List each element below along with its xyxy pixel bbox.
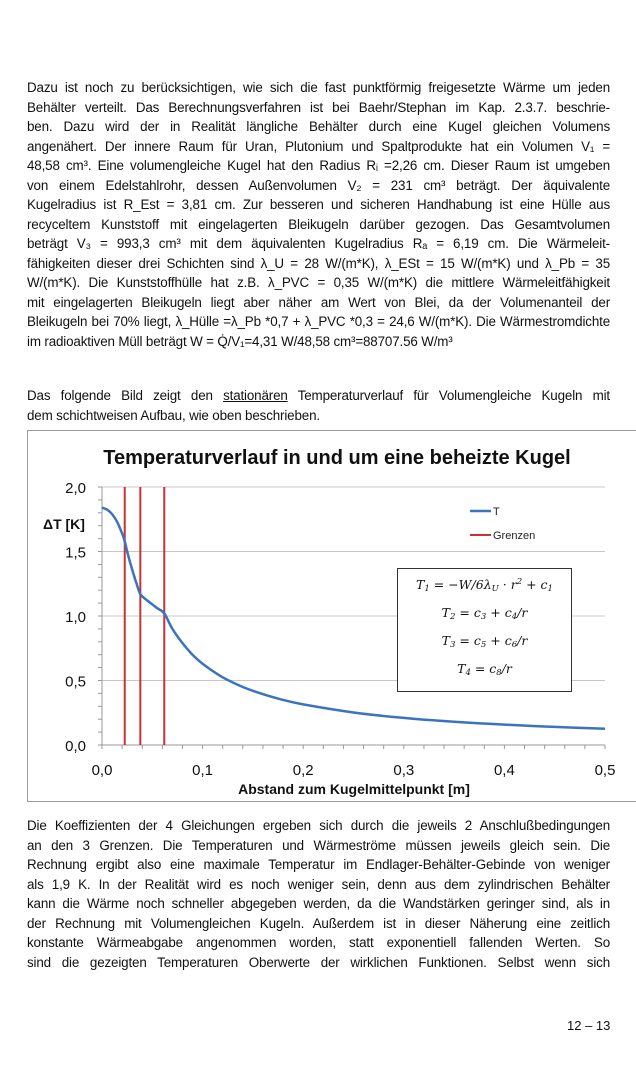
- x-tick-label: 0,0: [91, 762, 113, 779]
- x-tick-label: 0,5: [594, 762, 616, 779]
- text-line: 48,58 cm³. Eine volumengleiche Kugel hat den Radius Rᵢ =2,26 cm. Dieser Raum ist umgeben: [27, 158, 610, 173]
- text-line: Behälter verteilt. Das Berechnungsverfahren ist bei Baehr/Stephan im Kap. 2.3.7. beschrie-: [27, 99, 610, 115]
- x-tick-label: 0,4: [493, 762, 515, 779]
- text-line: im radioaktiven Müll beträgt W = Q̇/V₁=4,31 W/48,58 cm³=88707.56 W/m³: [27, 333, 453, 349]
- text-line: Rechnung ergibt also eine maximale Temperatur im Endlager-Behälter-Gebinde von weniger: [27, 857, 610, 872]
- y-tick-label: 1,5: [65, 544, 86, 562]
- text-line: der Rechnung mit Volumengleichen Kugeln. Außerdem ist in dieser Näherung eine zeitlich: [27, 915, 610, 931]
- y-tick-label: 0,5: [65, 673, 86, 691]
- equation-t2: $T_2 = c_3 + c_4/r$: [441, 605, 528, 622]
- text-line: kann die Wärme noch schneller abgegeben werden, da die Wandstärken geringer sind, als in: [27, 896, 610, 911]
- y-tick-label: 2,0: [65, 480, 86, 497]
- text-line: fähigkeiten dieser drei Schichten sind λ_U = 28 W/(m*K), λ_ESt = 15 W/(m*K) und λ_Pb = 35: [27, 255, 610, 271]
- x-axis-label: Abstand zum Kugelmittelpunkt [m]: [238, 781, 470, 797]
- text-line: von einem Edelstahlrohr, dessen Außenvolumen V₂ = 231 cm³ beträgt. Der äquivalente: [27, 177, 610, 193]
- text-line: als 1,9 K. In der Realität wird es noch weniger sein, denn aus dem zylindrischen Behälter: [27, 876, 610, 892]
- legend: [470, 506, 535, 542]
- paragraph-conclusion: [27, 816, 610, 972]
- equations-box: [397, 568, 572, 692]
- text-line: recyceltem Kunststoff mit eingelagerten Bleikugeln darüber gezogen. Das Gesamtvolumen: [27, 216, 610, 232]
- text-line: Kugelradius ist R_Est = 3,81 cm. Zur besseren und sicheren Handhabung ist eine Hülle aus: [27, 197, 610, 212]
- text-line: ben. Dazu wird der in Realität längliche Behälter durch eine Kugel gleichen Volumens: [27, 119, 610, 134]
- y-axis-label: ΔT [K]: [43, 516, 85, 532]
- chart-title: Temperaturverlauf in und um eine beheizte Kugel: [103, 447, 571, 469]
- text-line: angenähert. Der innere Raum für Uran, Plutonium und Spaltprodukte hat ein Volumen V₁ =: [27, 138, 610, 154]
- y-tick-label: 0,0: [65, 738, 86, 755]
- legend-label-grenzen: Grenzen: [493, 530, 536, 542]
- text-line: Dazu ist noch zu berücksichtigen, wie sich die fast punktförmig freigesetzte Wärme um jeden: [27, 80, 610, 95]
- text-line: Bleikugeln bei 70% liegt, λ_Hülle =λ_Pb *0,7 + λ_PVC *0,3 = 24,6 W/(m*K). Die Wärmestromdichte: [27, 314, 610, 329]
- page-number: 12 – 13: [567, 1018, 611, 1033]
- x-tick-label: 0,2: [292, 762, 314, 779]
- text-line: an den 3 Grenzen. Die Temperaturen und Wärmeströme müssen jeweils gleich sein. Die: [27, 837, 610, 853]
- text-line: dem schichtweisen Aufbau, wie oben beschrieben.: [27, 407, 320, 423]
- equation-t4: $T_4 = c_8/r$: [457, 661, 512, 678]
- legend-label-t: T: [493, 506, 500, 518]
- equation-t1: $T_1 = -W/6\lambda_U \cdot r^2 + c_1$: [416, 577, 553, 594]
- text-line: beträgt V₃ = 993,3 cm³ mit dem äquivalenten Kugelradius Rₐ = 6,19 cm. Die Wärmeleit-: [27, 236, 610, 251]
- x-tick-label: 0,3: [393, 762, 415, 779]
- y-tick-label: 1,0: [65, 609, 86, 626]
- text-line: konstante Wärmeabgabe angenommen worden, statt exponentiell fallenden Werten. So: [27, 935, 610, 950]
- x-tick-label: 0,1: [192, 762, 214, 779]
- text-line: Die Koeffizienten der 4 Gleichungen ergeben sich durch die jeweils 2 Anschlußbedingungen: [27, 818, 610, 833]
- underlined-word: stationären: [223, 388, 288, 403]
- text-line: W/(m*K). Die Kunststoffhülle hat z.B. λ_PVC = 0,35 W/(m*K) die mittlere Wärmeleitfähigkeit: [27, 275, 610, 290]
- equation-t3: $T_3 = c_5 + c_6/r$: [441, 633, 528, 650]
- text-line: Das folgende Bild zeigt den stationären Temperaturverlauf für Volumengleiche Kugeln mit: [27, 388, 610, 403]
- text-line: mit eingelagerten Bleikugeln liegt aber näher am Wert von Blei, da der Volumenanteil der: [27, 294, 610, 310]
- text-line: sind die gezeigten Temperaturen Oberwerte der wirklichen Funktionen. Selbst wenn sich: [27, 954, 610, 970]
